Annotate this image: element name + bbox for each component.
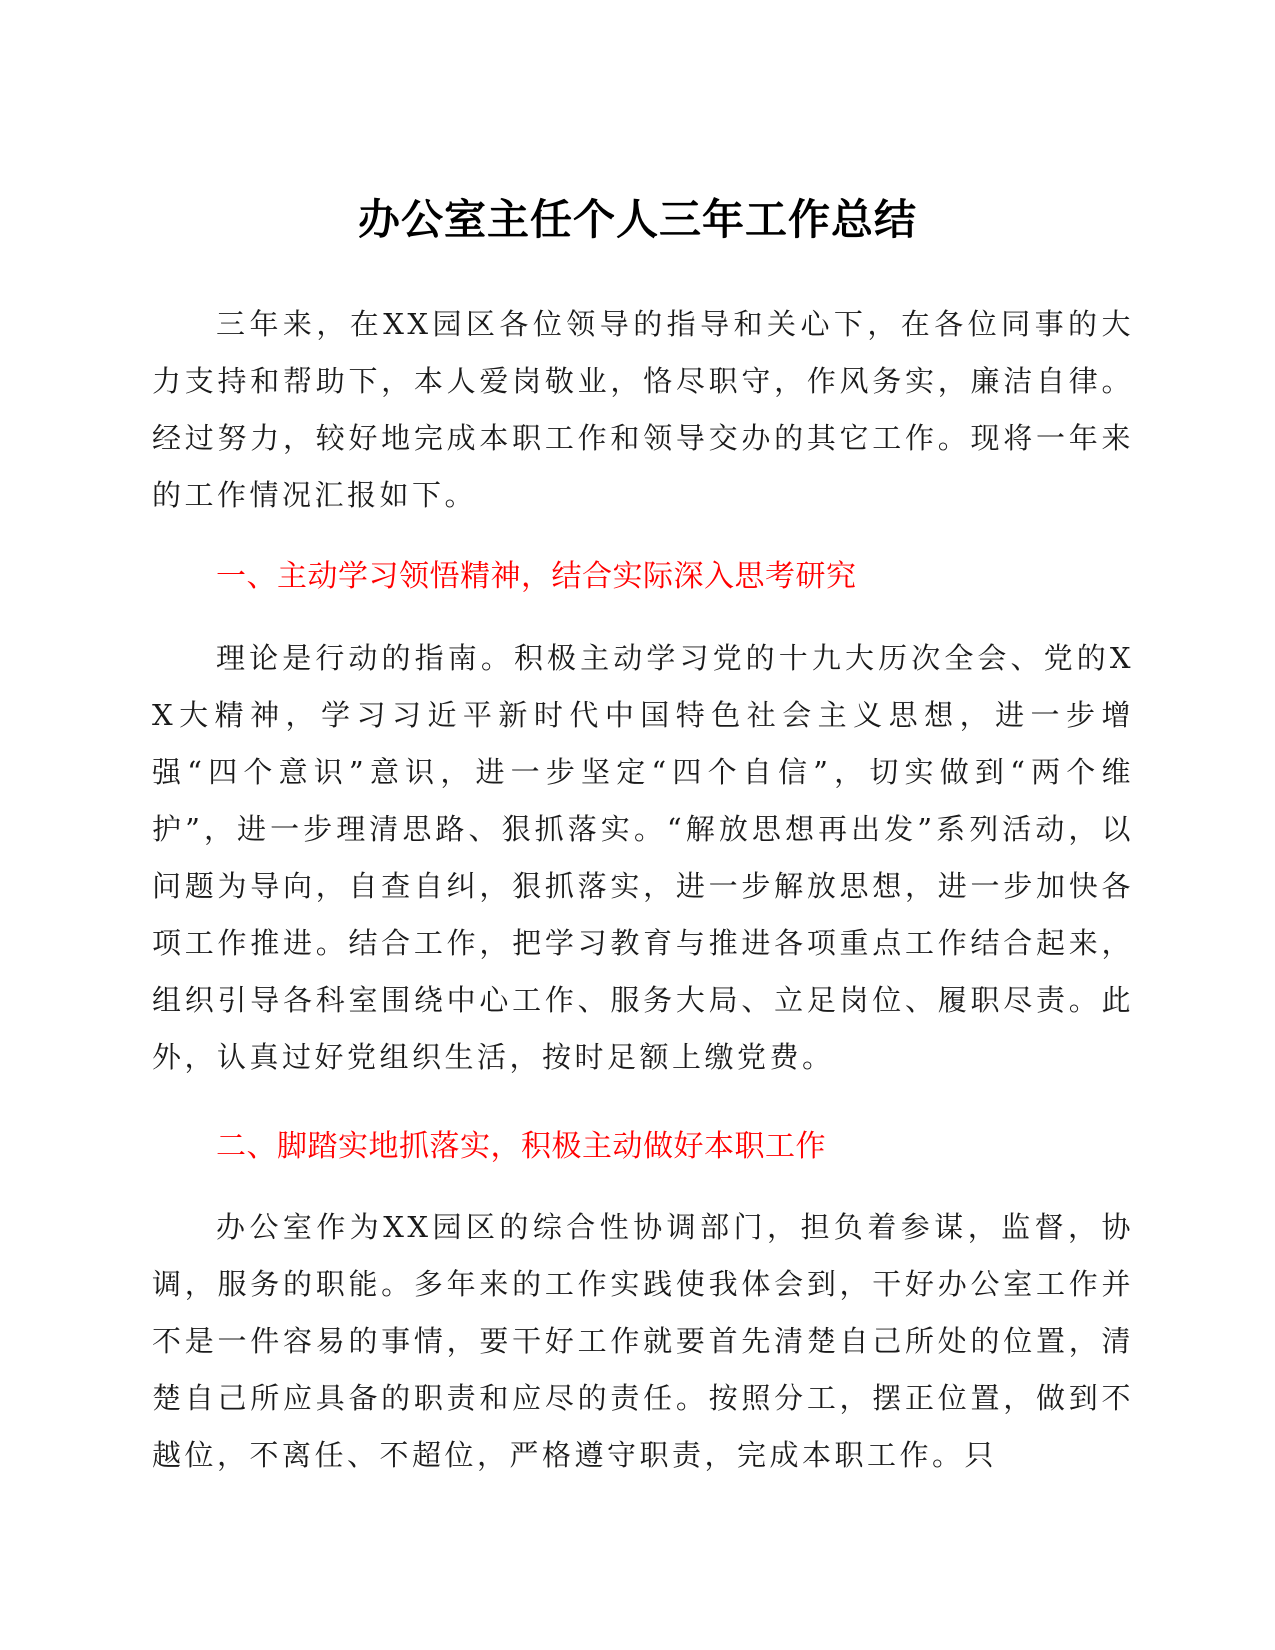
section-heading-2: 二、脚踏实地抓落实，积极主动做好本职工作	[216, 1129, 826, 1164]
section-2-paragraph: 办公室作为XX园区的综合性协调部门，担负着参谋，监督，协调，服务的职能。多年来的工作实践使我体会到，干好办公室工作并不是一件容易的事情，要干好工作就要首先清楚自己所处的位置，清楚自己所应具备的职责和应尽的责任。按照分工，摆正位置，做到不越位，不离任、不超位，严格遵守职责，完成本职工作。只	[152, 1210, 1134, 1472]
section-1-paragraph: 理论是行动的指南。积极主动学习党的十九大历次全会、党的XX大精神，学习习近平新时代中国特色社会主义思想，进一步增强“四个意识”意识，进一步坚定“四个自信”，切实做到“两个维护”，进一步理清思路、狠抓落实。“解放思想再出发”系列活动，以问题为导向，自查自纠，狠抓落实，进一步解放思想，进一步加快各项工作推进。结合工作，把学习教育与推进各项重点工作结合起来，组织引导各科室围绕中心工作、服务大局、立足岗位、履职尽责。此外，认真过好党组织生活，按时足额上缴党费。	[152, 641, 1134, 1074]
document-title: 办公室主任个人三年工作总结	[357, 195, 917, 244]
section-heading-1: 一、主动学习领悟精神，结合实际深入思考研究	[216, 559, 857, 594]
intro-paragraph: 三年来，在XX园区各位领导的指导和关心下，在各位同事的大力支持和帮助下，本人爱岗敬业，恪尽职守，作风务实，廉洁自律。经过努力，较好地完成本职工作和领导交办的其它工作。现将一年来的工作情况汇报如下。	[152, 307, 1134, 512]
